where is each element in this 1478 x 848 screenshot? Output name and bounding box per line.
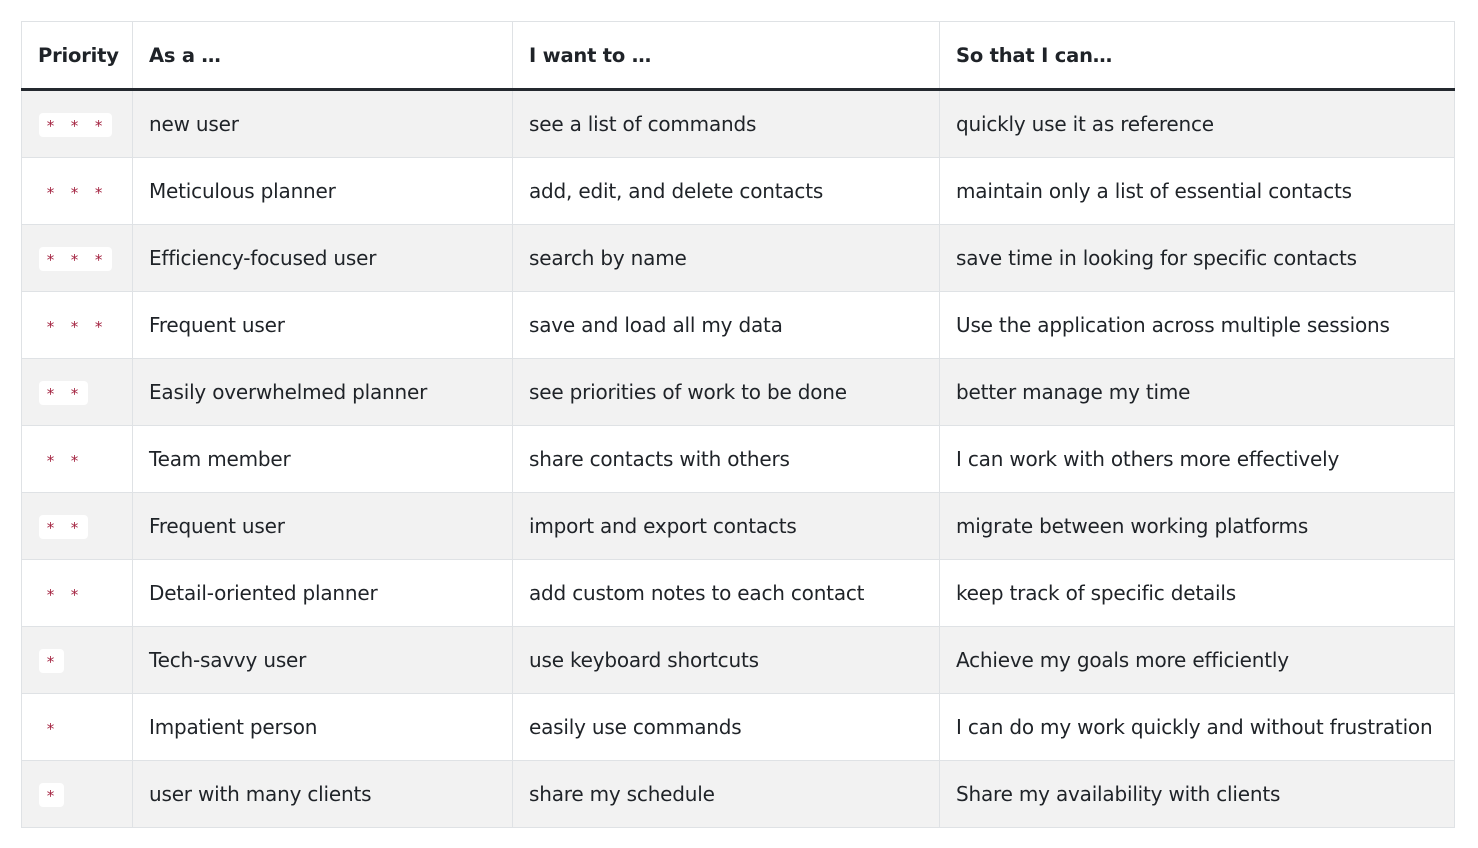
- user-stories-table: [21, 21, 1455, 828]
- priority-cell: [22, 225, 133, 292]
- priority-cell: [22, 694, 133, 761]
- priority-cell: [22, 627, 133, 694]
- role-cell: Frequent user: [133, 493, 513, 560]
- benefit-cell: I can do my work quickly and without frustration: [940, 694, 1455, 761]
- priority-stars: *: [39, 649, 64, 673]
- table-row: [22, 158, 1455, 225]
- benefit-cell: Achieve my goals more efficiently: [940, 627, 1455, 694]
- priority-stars: *: [46, 719, 58, 738]
- want-cell: share my schedule: [513, 761, 940, 828]
- want-cell: share contacts with others: [513, 426, 940, 493]
- benefit-cell: better manage my time: [940, 359, 1455, 426]
- want-cell: add, edit, and delete contacts: [513, 158, 940, 225]
- table-row: [22, 694, 1455, 761]
- priority-cell: [22, 493, 133, 560]
- priority-cell: [22, 426, 133, 493]
- priority-stars: * * *: [39, 247, 112, 271]
- table-header: [22, 22, 1455, 90]
- table-row: [22, 761, 1455, 828]
- role-cell: new user: [133, 90, 513, 158]
- priority-cell: [22, 560, 133, 627]
- want-cell: import and export contacts: [513, 493, 940, 560]
- priority-stars: * * *: [46, 183, 106, 202]
- priority-stars: *: [39, 783, 64, 807]
- want-cell: use keyboard shortcuts: [513, 627, 940, 694]
- priority-stars: * *: [46, 451, 82, 470]
- table-row: [22, 359, 1455, 426]
- want-cell: easily use commands: [513, 694, 940, 761]
- want-cell: save and load all my data: [513, 292, 940, 359]
- role-cell: Meticulous planner: [133, 158, 513, 225]
- priority-cell: [22, 158, 133, 225]
- priority-stars: * * *: [46, 317, 106, 336]
- role-cell: Team member: [133, 426, 513, 493]
- table-row: [22, 560, 1455, 627]
- benefit-cell: I can work with others more effectively: [940, 426, 1455, 493]
- table-row: [22, 627, 1455, 694]
- priority-cell: [22, 359, 133, 426]
- want-cell: add custom notes to each contact: [513, 560, 940, 627]
- priority-stars: * *: [39, 381, 88, 405]
- benefit-cell: maintain only a list of essential contacts: [940, 158, 1455, 225]
- table-row: [22, 90, 1455, 158]
- role-cell: user with many clients: [133, 761, 513, 828]
- want-cell: see priorities of work to be done: [513, 359, 940, 426]
- table-body: [22, 90, 1455, 828]
- role-cell: Detail-oriented planner: [133, 560, 513, 627]
- table-row: [22, 426, 1455, 493]
- role-cell: Efficiency-focused user: [133, 225, 513, 292]
- role-cell: Easily overwhelmed planner: [133, 359, 513, 426]
- benefit-cell: Use the application across multiple sessions: [940, 292, 1455, 359]
- priority-stars: * * *: [39, 113, 112, 137]
- header-priority: Priority: [22, 22, 133, 90]
- want-cell: search by name: [513, 225, 940, 292]
- header-i-want-to: I want to …: [513, 22, 940, 90]
- benefit-cell: save time in looking for specific contacts: [940, 225, 1455, 292]
- priority-stars: * *: [46, 585, 82, 604]
- benefit-cell: migrate between working platforms: [940, 493, 1455, 560]
- header-as-a: As a …: [133, 22, 513, 90]
- table-row: [22, 225, 1455, 292]
- role-cell: Tech-savvy user: [133, 627, 513, 694]
- table-row: [22, 292, 1455, 359]
- priority-stars: * *: [39, 515, 88, 539]
- header-row: [22, 22, 1455, 90]
- want-cell: see a list of commands: [513, 90, 940, 158]
- header-so-that-i-can: So that I can…: [940, 22, 1455, 90]
- table-row: [22, 493, 1455, 560]
- priority-cell: [22, 90, 133, 158]
- priority-cell: [22, 292, 133, 359]
- role-cell: Impatient person: [133, 694, 513, 761]
- priority-cell: [22, 761, 133, 828]
- benefit-cell: quickly use it as reference: [940, 90, 1455, 158]
- benefit-cell: keep track of specific details: [940, 560, 1455, 627]
- benefit-cell: Share my availability with clients: [940, 761, 1455, 828]
- role-cell: Frequent user: [133, 292, 513, 359]
